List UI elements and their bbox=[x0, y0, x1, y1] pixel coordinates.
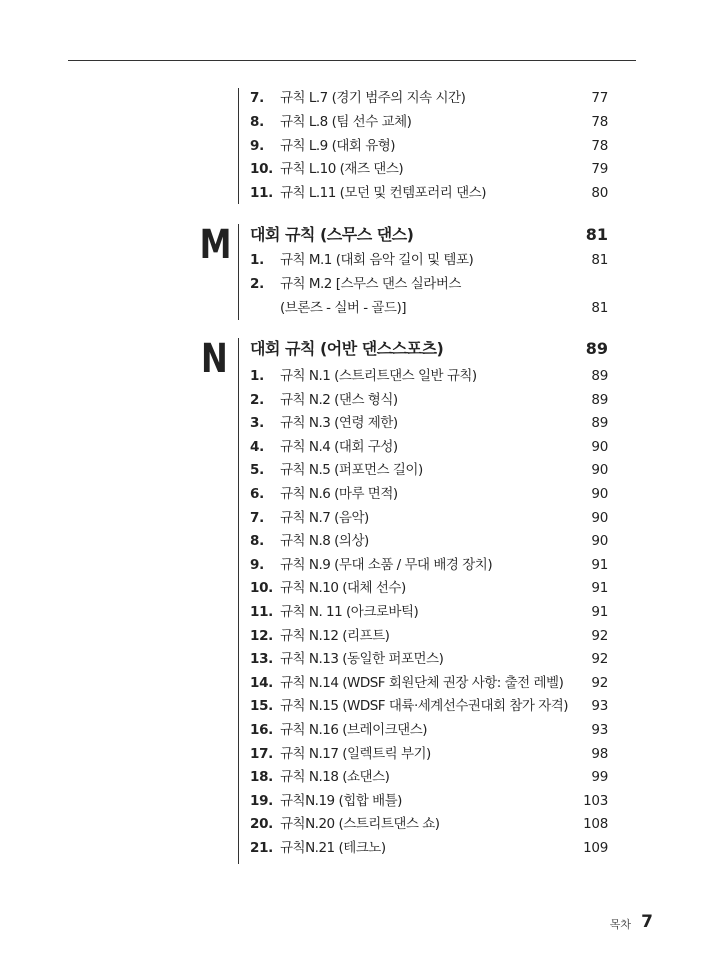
toc-entry-page: 81 bbox=[591, 299, 608, 316]
toc-entry-number: 7. bbox=[250, 509, 264, 526]
toc-entry-number: 19. bbox=[250, 792, 274, 809]
toc-entry-number: 18. bbox=[250, 769, 274, 786]
section-n-heading-title: 대회 규칙 (어반 댄스스포츠) bbox=[250, 339, 444, 358]
toc-entry-page: 98 bbox=[591, 745, 608, 762]
toc-entry-title: 규칙N.19 (힙합 배틀) bbox=[280, 792, 402, 809]
toc-entry[interactable] bbox=[250, 388, 610, 412]
toc-entry-title: 규칙 N.3 (연령 제한) bbox=[280, 415, 398, 432]
toc-entry-number: 2. bbox=[250, 275, 264, 292]
toc-entry[interactable] bbox=[250, 647, 610, 671]
toc-entry-title: 규칙 N.15 (WDSF 대륙·세계선수권대회 참가 자격) bbox=[280, 698, 569, 715]
toc-entry-title: 규칙N.20 (스트리트댄스 쇼) bbox=[280, 816, 440, 833]
toc-entry-number: 8. bbox=[250, 113, 264, 130]
toc-entry-number: 6. bbox=[250, 486, 264, 502]
toc-entry[interactable] bbox=[250, 506, 610, 530]
toc-entry-number: 11. bbox=[250, 185, 274, 202]
toc-entry-title: 규칙 L.9 (대회 유형) bbox=[280, 137, 396, 154]
toc-entry-page: 81 bbox=[591, 252, 608, 268]
toc-entry-page: 91 bbox=[591, 580, 608, 597]
toc-entry-page: 89 bbox=[591, 368, 608, 384]
toc-entry[interactable] bbox=[250, 272, 610, 296]
toc-entry[interactable] bbox=[250, 694, 610, 718]
toc-entry-title: 규칙 N.5 (퍼포먼스 길이) bbox=[280, 462, 423, 479]
section-n-heading-page: 89 bbox=[585, 339, 608, 358]
toc-entry[interactable] bbox=[250, 836, 610, 860]
toc-entry[interactable] bbox=[250, 576, 610, 600]
toc-entry[interactable] bbox=[250, 411, 610, 435]
toc-entry-page: 90 bbox=[591, 509, 608, 526]
footer-label: 목차 bbox=[609, 918, 631, 931]
toc-entry-title: 규칙 N.10 (대체 선수) bbox=[280, 580, 406, 597]
toc-entry[interactable] bbox=[250, 458, 610, 482]
toc-entry[interactable] bbox=[250, 157, 610, 181]
toc-entry-page: 78 bbox=[591, 113, 608, 130]
toc-entry-page: 109 bbox=[583, 840, 608, 856]
toc-entry-number: 9. bbox=[250, 556, 264, 573]
toc-entry[interactable] bbox=[250, 248, 610, 272]
toc-entry[interactable] bbox=[250, 718, 610, 742]
toc-entry[interactable] bbox=[250, 86, 610, 110]
toc-entry-number: 10. bbox=[250, 161, 274, 178]
footer-page-number: 7 bbox=[641, 912, 653, 932]
toc-entry-number: 21. bbox=[250, 840, 274, 856]
section-n-letter: N bbox=[201, 336, 227, 382]
toc-entry-number: 17. bbox=[250, 745, 274, 762]
section-l-rule bbox=[238, 88, 239, 204]
toc-entry[interactable] bbox=[250, 789, 610, 813]
toc-entry[interactable] bbox=[250, 553, 610, 577]
toc-entry-number: 5. bbox=[250, 462, 264, 479]
toc-entry-number: 1. bbox=[250, 368, 264, 384]
toc-entry-page: 79 bbox=[591, 161, 608, 178]
toc-entry[interactable] bbox=[250, 671, 610, 695]
toc-entry-number: 7. bbox=[250, 90, 264, 106]
toc-entry[interactable] bbox=[250, 364, 610, 388]
toc-entry-title: 규칙 L.7 (경기 범주의 지속 시간) bbox=[280, 90, 466, 106]
toc-entry-page: 90 bbox=[591, 438, 608, 455]
toc-entry-page: 108 bbox=[583, 816, 608, 833]
toc-entry-title: 규칙 N.18 (쇼댄스) bbox=[280, 769, 390, 786]
toc-entry-page: 78 bbox=[591, 137, 608, 154]
section-m-heading[interactable] bbox=[250, 221, 610, 249]
toc-entry-title: 규칙 L.11 (모던 및 컨템포러리 댄스) bbox=[280, 185, 486, 202]
toc-entry-page: 93 bbox=[591, 722, 608, 738]
toc-entry-page: 99 bbox=[591, 769, 608, 786]
toc-entry-title: 규칙 N.14 (WDSF 회원단체 권장 사항: 출전 레벨) bbox=[280, 674, 564, 691]
toc-entry-number: 1. bbox=[250, 252, 264, 268]
toc-entry-page: 93 bbox=[591, 698, 608, 715]
toc-entry-number: 10. bbox=[250, 580, 274, 597]
section-n-heading[interactable] bbox=[250, 335, 610, 363]
toc-entry-title: 규칙 N. 11 (아크로바틱) bbox=[280, 604, 419, 620]
toc-entry-page: 91 bbox=[591, 604, 608, 620]
toc-entry-number: 3. bbox=[250, 415, 264, 432]
section-m-heading-title: 대회 규칙 (스무스 댄스) bbox=[250, 225, 414, 244]
toc-entry-title: 규칙 N.1 (스트리트댄스 일반 규칙) bbox=[280, 368, 477, 384]
toc-entry-title: 규칙 N.2 (댄스 형식) bbox=[280, 391, 398, 408]
toc-entry-number: 12. bbox=[250, 627, 274, 644]
toc-entry-page: 103 bbox=[583, 792, 608, 809]
toc-entry-title: 규칙 N.16 (브레이크댄스) bbox=[280, 722, 428, 738]
toc-entry[interactable] bbox=[250, 812, 610, 836]
toc-entry-number: 11. bbox=[250, 604, 274, 620]
section-m-rule bbox=[238, 224, 239, 320]
toc-entry[interactable] bbox=[250, 181, 610, 205]
toc-entry-title: 규칙 M.1 (대회 음악 길이 및 템포) bbox=[280, 252, 474, 268]
toc-entry-page: 90 bbox=[591, 462, 608, 479]
toc-entry-title: 규칙 N.4 (대회 구성) bbox=[280, 438, 398, 455]
toc-entry-number: 16. bbox=[250, 722, 274, 738]
toc-entry-number: 9. bbox=[250, 137, 264, 154]
toc-entry-number: 14. bbox=[250, 674, 274, 691]
toc-entry[interactable] bbox=[250, 600, 610, 624]
toc-entry-title: 규칙N.21 (테크노) bbox=[280, 840, 386, 856]
toc-entry-title: 규칙 N.12 (리프트) bbox=[280, 627, 390, 644]
toc-entry-page: 92 bbox=[591, 651, 608, 668]
toc-entry-number: 15. bbox=[250, 698, 274, 715]
toc-entry[interactable] bbox=[250, 742, 610, 766]
section-m-letter: M bbox=[199, 222, 231, 268]
toc-entry-number: 20. bbox=[250, 816, 274, 833]
toc-entry[interactable] bbox=[250, 110, 610, 134]
toc-entry-continuation[interactable] bbox=[250, 296, 610, 320]
toc-entry-page: 90 bbox=[591, 486, 608, 502]
toc-entry-page: 91 bbox=[591, 556, 608, 573]
toc-entry-title: 규칙 L.10 (재즈 댄스) bbox=[280, 161, 404, 178]
toc-entry[interactable] bbox=[250, 435, 610, 459]
toc-entry-page: 89 bbox=[591, 415, 608, 432]
toc-entry-page: 92 bbox=[591, 627, 608, 644]
toc-entry-title: 규칙 N.9 (무대 소품 / 무대 배경 장치) bbox=[280, 556, 493, 573]
toc-entry[interactable] bbox=[250, 624, 610, 648]
section-m-heading-page: 81 bbox=[585, 225, 608, 244]
toc-entry-title: 규칙 N.7 (음악) bbox=[280, 509, 369, 526]
toc-entry-number: 2. bbox=[250, 391, 264, 408]
toc-entry-page: 92 bbox=[591, 674, 608, 691]
toc-entry-title: 규칙 L.8 (팀 선수 교체) bbox=[280, 113, 412, 130]
toc-entry-page: 89 bbox=[591, 391, 608, 408]
toc-entry[interactable] bbox=[250, 765, 610, 789]
toc-entry-number: 13. bbox=[250, 651, 274, 668]
section-n-rule bbox=[238, 338, 239, 864]
toc-entry-title-continuation: (브론즈 - 실버 - 골드)] bbox=[280, 299, 406, 316]
toc-entry-title: 규칙 N.6 (마루 면적) bbox=[280, 486, 398, 502]
toc-entry[interactable] bbox=[250, 529, 610, 553]
toc-entry-title: 규칙 N.8 (의상) bbox=[280, 533, 369, 550]
toc-entry-title: 규칙 N.17 (일렉트릭 부기) bbox=[280, 745, 431, 762]
toc-entry-title: 규칙 N.13 (동일한 퍼포먼스) bbox=[280, 651, 444, 668]
top-rule bbox=[68, 60, 636, 61]
toc-entry-page: 90 bbox=[591, 533, 608, 550]
toc-entry-number: 4. bbox=[250, 438, 264, 455]
toc-entry-page: 77 bbox=[591, 90, 608, 106]
toc-entry-page: 80 bbox=[591, 185, 608, 202]
toc-entry[interactable] bbox=[250, 134, 610, 158]
toc-entry[interactable] bbox=[250, 482, 610, 506]
toc-entry-title: 규칙 M.2 [스무스 댄스 실라버스 bbox=[280, 275, 461, 292]
toc-entry-number: 8. bbox=[250, 533, 264, 550]
